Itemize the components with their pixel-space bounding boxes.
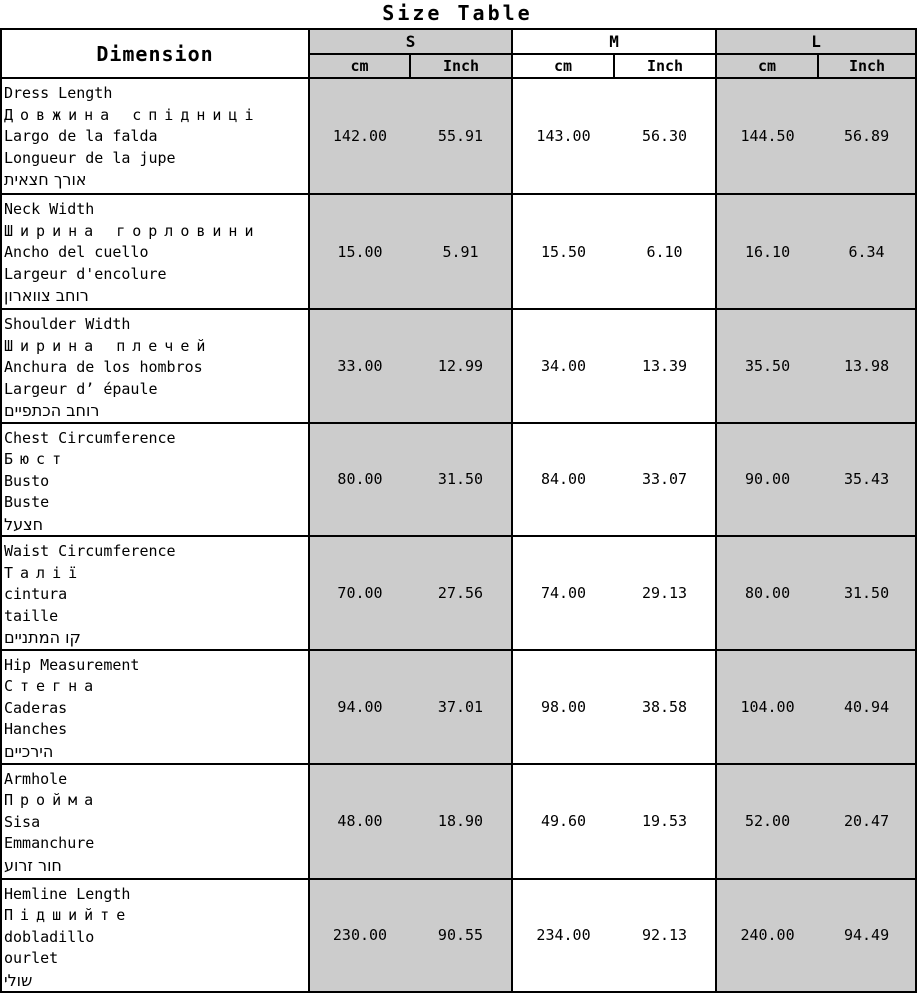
dimension-name-cyrillic: Пройма — [4, 791, 101, 809]
dimension-name-spanish: Sisa — [4, 812, 41, 831]
page-title: Size Table — [382, 1, 533, 25]
value-s-cm: 15.00 — [309, 194, 410, 309]
table-row — [1, 764, 916, 879]
dimension-name-spanish: Anchura de los hombros — [4, 358, 203, 376]
dimension-name-spanish: Busto — [4, 471, 50, 490]
dimension-label-cell — [1, 764, 309, 879]
value-l-cm: 90.00 — [716, 423, 818, 537]
size-table-header — [1, 29, 916, 78]
value-m-cm: 74.00 — [512, 536, 614, 650]
dimension-name-hebrew: אורך חצאית — [4, 170, 87, 189]
dimension-column-header: Dimension — [1, 29, 309, 78]
dimension-label-cell — [1, 194, 309, 309]
value-s-inch: 31.50 — [410, 423, 512, 537]
table-row — [1, 78, 916, 194]
value-s-inch: 18.90 — [410, 764, 512, 879]
size-table-body — [1, 78, 916, 992]
value-s-cm: 70.00 — [309, 536, 410, 650]
unit-header-m-cm: cm — [512, 54, 614, 78]
value-m-inch: 6.10 — [614, 194, 716, 309]
size-header-s: S — [309, 29, 512, 54]
dimension-name-cyrillic: Підшийте — [4, 906, 133, 924]
size-table — [0, 28, 917, 993]
value-s-cm: 230.00 — [309, 879, 410, 993]
value-l-cm: 52.00 — [716, 764, 818, 879]
value-s-inch: 27.56 — [410, 536, 512, 650]
value-m-cm: 143.00 — [512, 78, 614, 194]
table-row — [1, 194, 916, 309]
unit-header-s-cm: cm — [309, 54, 410, 78]
value-l-cm: 35.50 — [716, 309, 818, 423]
dimension-name-english: Chest Circumference — [4, 428, 176, 447]
value-s-inch: 90.55 — [410, 879, 512, 993]
dimension-name-cyrillic: Бюст — [4, 450, 69, 468]
dimension-name-spanish: dobladillo — [4, 927, 95, 946]
table-row — [1, 536, 916, 650]
dimension-name-french: ourlet — [4, 949, 59, 967]
value-s-inch: 37.01 — [410, 650, 512, 764]
value-s-cm: 33.00 — [309, 309, 410, 423]
dimension-name-hebrew: קו המתניים — [4, 628, 81, 647]
dimension-name-english: Shoulder Width — [4, 315, 131, 333]
value-s-cm: 48.00 — [309, 764, 410, 879]
value-m-inch: 33.07 — [614, 423, 716, 537]
table-row — [1, 650, 916, 764]
value-m-cm: 234.00 — [512, 879, 614, 993]
dimension-name-english: Armhole — [4, 769, 68, 788]
table-row — [1, 879, 916, 993]
unit-header-s-inch: Inch — [410, 54, 512, 78]
value-m-cm: 15.50 — [512, 194, 614, 309]
dimension-name-hebrew: רוחב הכתפיים — [4, 401, 100, 420]
dimension-name-french: taille — [4, 606, 59, 625]
dimension-name-french: Emmanchure — [4, 834, 95, 852]
value-m-cm: 34.00 — [512, 309, 614, 423]
dimension-name-spanish: Ancho del cuello — [4, 243, 149, 261]
dimension-label-cell — [1, 536, 309, 650]
value-l-cm: 80.00 — [716, 536, 818, 650]
unit-header-l-cm: cm — [716, 54, 818, 78]
dimension-name-hebrew: חור זרוע — [4, 855, 62, 875]
dimension-name-cyrillic: Ширина горловини — [4, 221, 261, 240]
value-m-inch: 56.30 — [614, 78, 716, 194]
value-m-inch: 19.53 — [614, 764, 716, 879]
value-m-cm: 49.60 — [512, 764, 614, 879]
dimension-name-spanish: Largo de la falda — [4, 127, 158, 145]
value-m-inch: 29.13 — [614, 536, 716, 650]
value-l-inch: 40.94 — [818, 650, 916, 764]
value-s-inch: 55.91 — [410, 78, 512, 194]
dimension-label-cell — [1, 78, 309, 194]
value-l-inch: 94.49 — [818, 879, 916, 993]
size-header-l: L — [716, 29, 916, 54]
value-m-cm: 84.00 — [512, 423, 614, 537]
dimension-name-spanish: cintura — [4, 585, 68, 603]
unit-header-m-inch: Inch — [614, 54, 716, 78]
size-header-m: M — [512, 29, 716, 54]
value-l-inch: 6.34 — [818, 194, 916, 309]
value-m-inch: 13.39 — [614, 309, 716, 423]
value-s-inch: 12.99 — [410, 309, 512, 423]
value-l-inch: 35.43 — [818, 423, 916, 537]
dimension-name-english: Hemline Length — [4, 884, 131, 903]
value-l-cm: 240.00 — [716, 879, 818, 993]
table-row — [1, 423, 916, 537]
dimension-name-hebrew: רוחב צווארון — [4, 286, 89, 305]
dimension-name-spanish: Caderas — [4, 698, 68, 717]
dimension-label-cell — [1, 650, 309, 764]
value-l-inch: 20.47 — [818, 764, 916, 879]
dimension-label-cell — [1, 309, 309, 423]
dimension-name-french: Largeur d'encolure — [4, 264, 167, 283]
value-m-inch: 92.13 — [614, 879, 716, 993]
value-s-cm: 142.00 — [309, 78, 410, 194]
value-m-cm: 98.00 — [512, 650, 614, 764]
dimension-name-french: Buste — [4, 493, 50, 511]
table-row — [1, 309, 916, 423]
dimension-name-english: Neck Width — [4, 200, 95, 218]
value-l-inch: 31.50 — [818, 536, 916, 650]
dimension-name-french: Largeur d’ épaule — [4, 379, 158, 398]
dimension-name-english: Dress Length — [4, 84, 113, 102]
dimension-name-cyrillic: Талії — [4, 563, 85, 582]
dimension-name-cyrillic: Ширина плечей — [4, 336, 213, 355]
value-m-inch: 38.58 — [614, 650, 716, 764]
dimension-label-cell — [1, 879, 309, 993]
dimension-label-cell — [1, 423, 309, 537]
value-l-cm: 104.00 — [716, 650, 818, 764]
dimension-name-english: Hip Measurement — [4, 655, 140, 674]
value-l-cm: 144.50 — [716, 78, 818, 194]
dimension-name-french: Longueur de la jupe — [4, 148, 176, 167]
value-s-cm: 80.00 — [309, 423, 410, 537]
value-s-inch: 5.91 — [410, 194, 512, 309]
value-s-cm: 94.00 — [309, 650, 410, 764]
dimension-name-french: Hanches — [4, 720, 68, 738]
dimension-name-cyrillic: Стегна — [4, 677, 101, 695]
value-l-inch: 13.98 — [818, 309, 916, 423]
unit-header-l-inch: Inch — [818, 54, 916, 78]
dimension-name-english: Waist Circumference — [4, 542, 176, 560]
dimension-name-cyrillic: Довжина спідниці — [4, 105, 261, 124]
value-l-inch: 56.89 — [818, 78, 916, 194]
dimension-name-hebrew: שולי — [4, 970, 33, 990]
dimension-name-hebrew: חצעל — [4, 514, 44, 534]
dimension-name-hebrew: הירכיים — [4, 741, 54, 761]
value-l-cm: 16.10 — [716, 194, 818, 309]
